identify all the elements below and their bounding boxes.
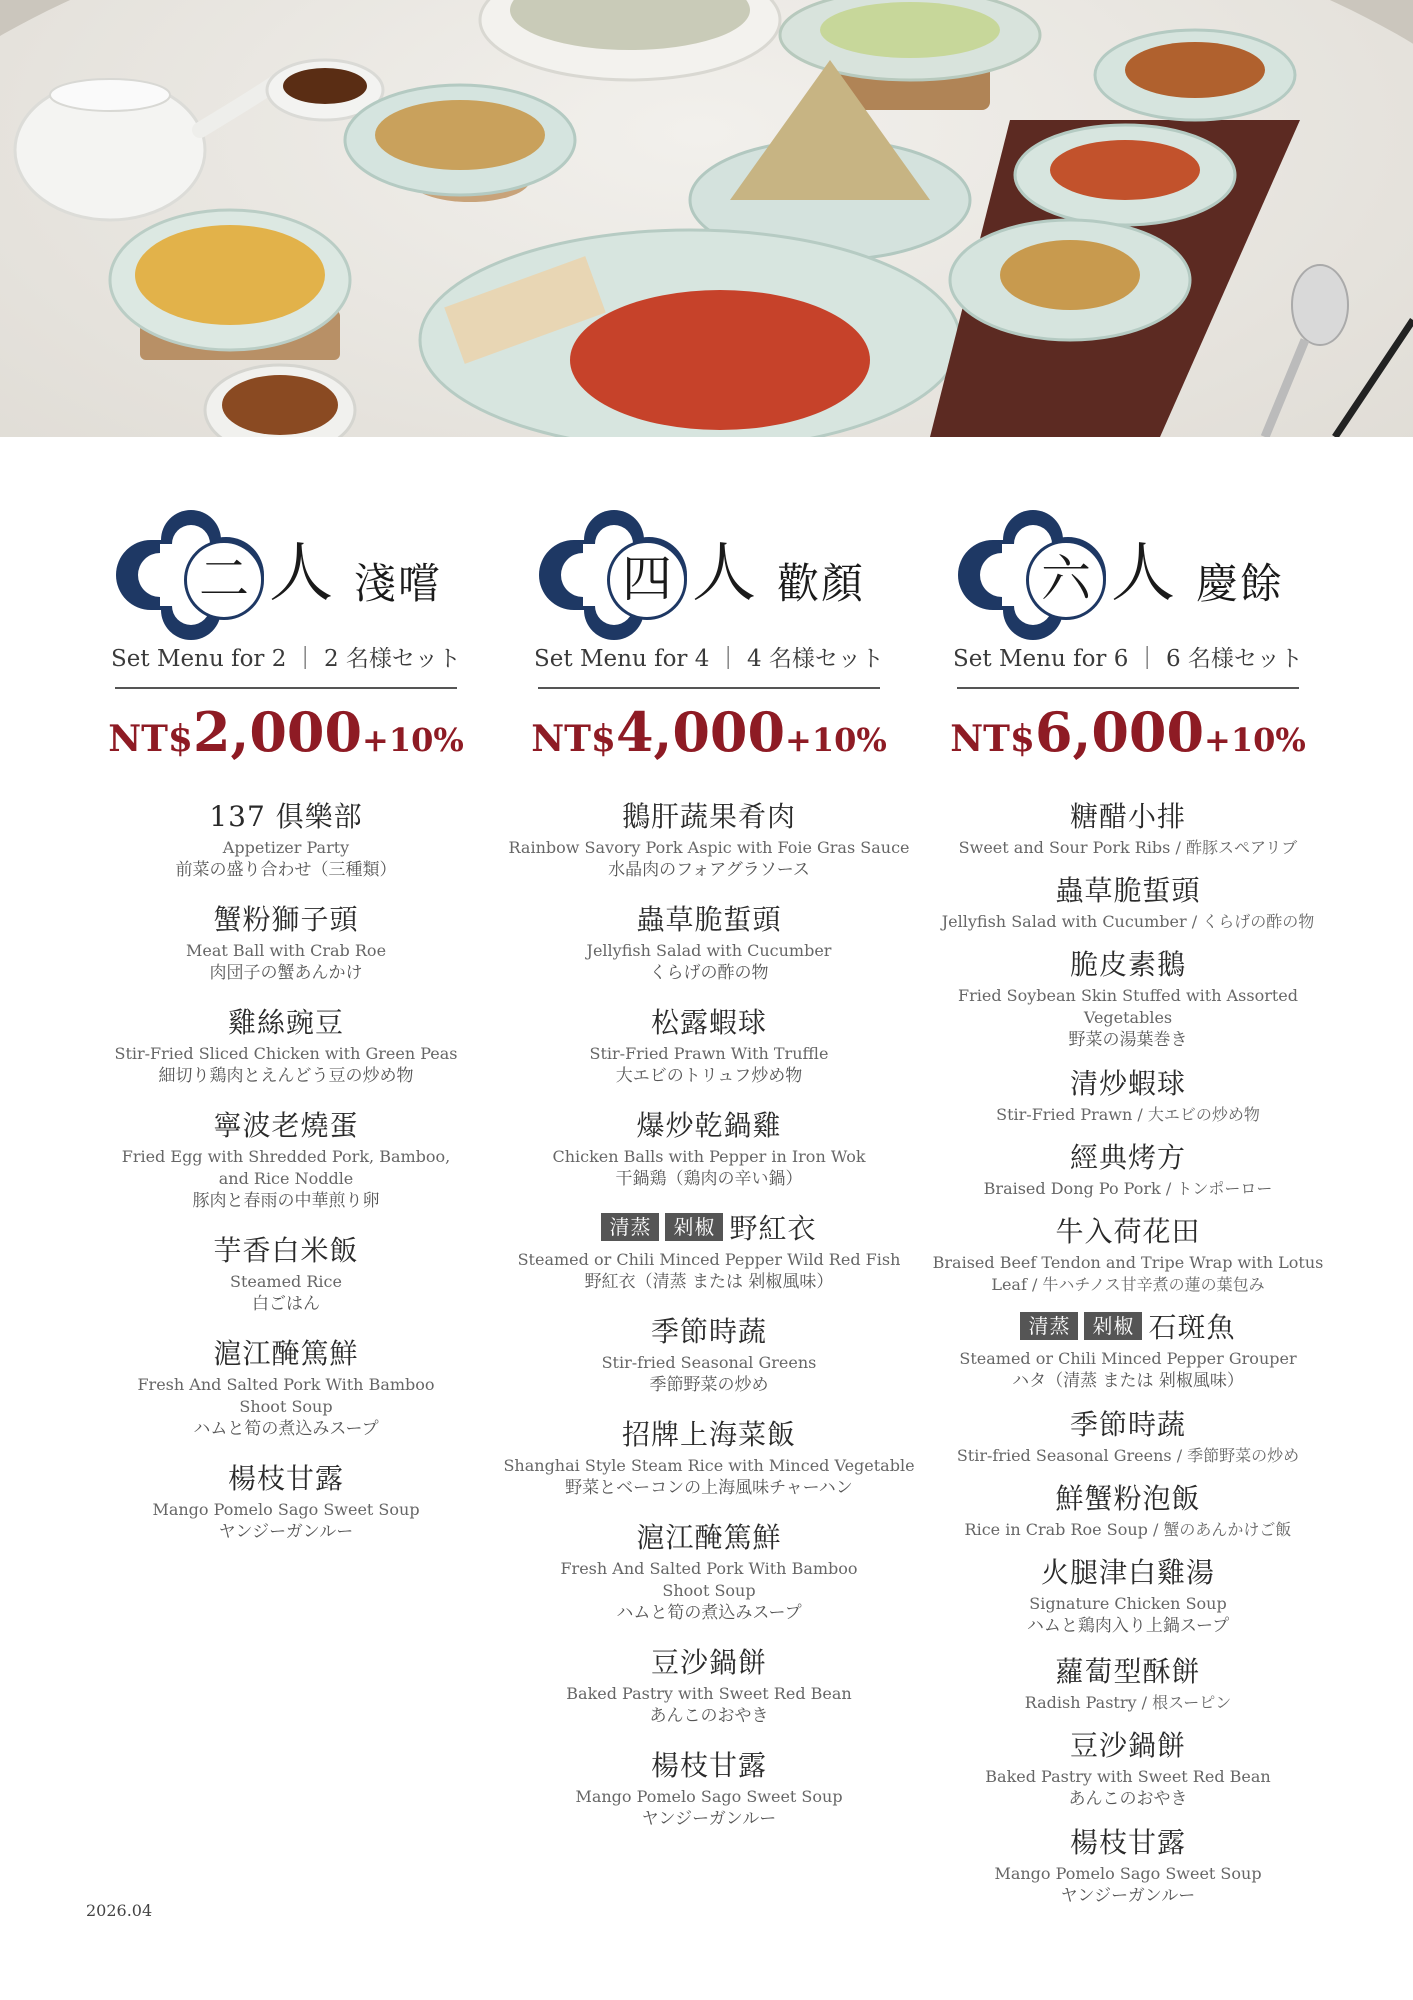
dish-japanese: 白ごはん xyxy=(252,1294,320,1314)
dish-name: 清炒蝦球 xyxy=(1069,1067,1186,1100)
dish-english: Rainbow Savory Pork Aspic with Foie Gras Sauce xyxy=(508,838,910,857)
dish-english: Mango Pomelo Sago Sweet Soup xyxy=(994,1864,1262,1883)
dish-name: 蟲草脆蜇頭 xyxy=(636,903,782,936)
menu-title: 淺嚐 xyxy=(354,559,443,608)
dish-english-line2: Leaf / 牛ハチノス甘辛煮の蓮の葉包み xyxy=(991,1275,1265,1294)
dish-japanese: 豚肉と春雨の中華煎り卵 xyxy=(192,1191,380,1211)
menu-subtitle: Set Menu for 2 ｜ 2 名様セット xyxy=(111,646,461,672)
menu-column-6-persons xyxy=(918,510,1338,1920)
dish-name: 蟹粉獅子頭 xyxy=(213,903,359,936)
dish-item xyxy=(918,797,1338,859)
dish-english: Stir-fried Seasonal Greens xyxy=(601,1353,817,1372)
dish-english: Mango Pomelo Sago Sweet Soup xyxy=(152,1500,420,1519)
dish-english-line2: Shoot Soup xyxy=(662,1581,756,1600)
menu-price: NT$2,000+10% xyxy=(108,700,464,764)
dish-japanese: ハタ（清蒸 または 剁椒風味） xyxy=(1012,1371,1244,1391)
dish-name: 芋香白米飯 xyxy=(213,1234,359,1267)
dish-name: 137 俱樂部 xyxy=(209,800,363,833)
edition-date: 2026.04 xyxy=(86,1901,153,1920)
dish-name: 楊枝甘露 xyxy=(227,1462,344,1495)
dish-item xyxy=(76,797,496,882)
dish-name: 豆沙鍋餅 xyxy=(650,1646,767,1679)
dish-english-line2: and Rice Noddle xyxy=(218,1169,354,1188)
divider xyxy=(538,687,880,689)
menu-header xyxy=(499,510,919,635)
dish-english: Radish Pastry / 根スーピン xyxy=(1024,1693,1232,1712)
dish-name: 蟲草脆蜇頭 xyxy=(1055,874,1201,907)
dish-japanese: 大エビのトリュフ炒め物 xyxy=(615,1066,803,1086)
dish-item xyxy=(499,1746,919,1831)
dish-japanese: 野菜の湯葉巻き xyxy=(1068,1030,1188,1050)
dish-item xyxy=(499,1415,919,1500)
dish-item xyxy=(918,1212,1338,1296)
dish-english: Jellyfish Salad with Cucumber xyxy=(586,941,832,960)
dish-name: 火腿津白雞湯 xyxy=(1040,1556,1215,1589)
dish-name: 楊枝甘露 xyxy=(1069,1826,1186,1859)
dish-name: 季節時蔬 xyxy=(650,1315,767,1348)
dish-english: Braised Dong Po Pork / トンポーロー xyxy=(983,1179,1273,1198)
dish-item xyxy=(499,900,919,985)
dish-japanese: ヤンジーガンルー xyxy=(1060,1886,1196,1906)
dish-name: 經典烤方 xyxy=(1069,1141,1186,1174)
dish-name-with-tags xyxy=(499,1209,919,1249)
dish-name: 楊枝甘露 xyxy=(650,1749,767,1782)
dish-name: 寧波老燒蛋 xyxy=(213,1109,359,1142)
dish-item xyxy=(918,945,1338,1052)
tag-steamed: 清蒸 xyxy=(1020,1312,1078,1340)
dish-japanese: ハムと鶏肉入り上鍋スープ xyxy=(1026,1616,1230,1636)
tag-steamed: 清蒸 xyxy=(601,1213,659,1241)
dish-name: 鮮蟹粉泡飯 xyxy=(1055,1482,1201,1515)
dish-item xyxy=(499,1518,919,1625)
dish-item xyxy=(918,871,1338,933)
dish-english: Stir-fried Seasonal Greens / 季節野菜の炒め xyxy=(956,1446,1300,1465)
dish-name-with-tags xyxy=(918,1308,1338,1348)
title-ren: 人 xyxy=(1111,537,1175,611)
food-illustration xyxy=(0,0,1413,437)
dish-english: Jellyfish Salad with Cucumber / くらげの酢の物 xyxy=(941,912,1315,931)
dish-english: Shanghai Style Steam Rice with Minced Vegetable xyxy=(503,1456,915,1475)
dish-name: 招牌上海菜飯 xyxy=(621,1418,796,1451)
menu-title: 歡顏 xyxy=(777,559,866,608)
dish-name: 蘿蔔型酥餅 xyxy=(1055,1655,1201,1688)
dish-item xyxy=(499,797,919,882)
dish-name: 滬江醃篤鮮 xyxy=(213,1337,359,1370)
dish-item xyxy=(918,1138,1338,1200)
dish-english: Fried Soybean Skin Stuffed with Assorted Vegetables xyxy=(958,986,1298,1027)
dish-english: Mango Pomelo Sago Sweet Soup xyxy=(575,1787,843,1806)
title-ren: 人 xyxy=(269,537,333,611)
dish-english: Stir-Fried Sliced Chicken with Green Peas xyxy=(114,1044,458,1063)
dish-list xyxy=(76,797,496,1544)
numeral-badge: 四 xyxy=(607,540,687,620)
dish-list xyxy=(918,797,1338,1908)
divider xyxy=(115,687,457,689)
dish-english: Steamed or Chili Minced Pepper Wild Red Fish xyxy=(517,1250,901,1269)
dish-english: Braised Beef Tendon and Tripe Wrap with Lotus xyxy=(932,1253,1324,1272)
dish-japanese: 肉団子の蟹あんかけ xyxy=(209,963,363,983)
menu-price: NT$6,000+10% xyxy=(950,700,1306,764)
dish-item xyxy=(76,1003,496,1088)
dish-japanese: 干鍋鶏（鶏肉の辛い鍋） xyxy=(615,1169,803,1189)
menu-header xyxy=(918,510,1338,635)
dish-item xyxy=(76,1231,496,1316)
title-ren: 人 xyxy=(692,537,756,611)
dish-name: 爆炒乾鍋雞 xyxy=(636,1109,782,1142)
dish-item xyxy=(918,1308,1338,1393)
dish-japanese: ハムと筍の煮込みスープ xyxy=(193,1419,379,1439)
menu-subtitle: Set Menu for 4 ｜ 4 名様セット xyxy=(534,646,884,672)
dish-japanese: あんこのおやき xyxy=(1068,1789,1188,1809)
dish-japanese: 水晶肉のフォアグラソース xyxy=(608,860,810,880)
dish-english: Sweet and Sour Pork Ribs / 酢豚スペアリブ xyxy=(958,838,1298,857)
dish-english: Appetizer Party xyxy=(222,838,350,857)
dish-english: Stir-Fried Prawn / 大エビの炒め物 xyxy=(996,1105,1260,1124)
dish-japanese: 季節野菜の炒め xyxy=(649,1375,769,1395)
dish-name: 鵝肝蔬果肴肉 xyxy=(621,800,796,833)
dish-list xyxy=(499,797,919,1831)
dish-japanese: 野紅衣（清蒸 または 剁椒風味） xyxy=(584,1272,834,1292)
dish-item xyxy=(76,1106,496,1213)
dish-english: Baked Pastry with Sweet Red Bean xyxy=(985,1767,1271,1786)
dish-english: Steamed Rice xyxy=(230,1272,342,1291)
dish-name: 滬江醃篤鮮 xyxy=(636,1521,782,1554)
dish-japanese: 細切り鶏肉とえんどう豆の炒め物 xyxy=(158,1066,414,1086)
dish-item xyxy=(918,1726,1338,1811)
menu-price: NT$4,000+10% xyxy=(531,700,887,764)
numeral-badge: 六 xyxy=(1026,540,1106,620)
dish-english: Chicken Balls with Pepper in Iron Wok xyxy=(552,1147,866,1166)
dish-name: 糖醋小排 xyxy=(1069,800,1186,833)
tag-chili: 剁椒 xyxy=(1084,1312,1142,1340)
dish-english: Signature Chicken Soup xyxy=(1029,1594,1227,1613)
dish-item xyxy=(499,1312,919,1397)
tag-chili: 剁椒 xyxy=(665,1213,723,1241)
menu-column-2-persons xyxy=(76,510,496,1562)
dish-english: Baked Pastry with Sweet Red Bean xyxy=(566,1684,852,1703)
dish-item xyxy=(499,1643,919,1728)
dish-name: 松露蝦球 xyxy=(650,1006,767,1039)
hero-food-photo xyxy=(0,0,1413,437)
dish-japanese: 野菜とベーコンの上海風味チャーハン xyxy=(565,1478,853,1498)
dish-item xyxy=(918,1405,1338,1467)
dish-item xyxy=(76,900,496,985)
numeral-badge: 二 xyxy=(184,540,264,620)
menu-title: 慶餘 xyxy=(1196,559,1285,608)
dish-name: 雞絲豌豆 xyxy=(227,1006,344,1039)
dish-japanese: ヤンジーガンルー xyxy=(641,1809,777,1829)
dish-name: 豆沙鍋餅 xyxy=(1069,1729,1186,1762)
menu-header xyxy=(76,510,496,635)
dish-english: Steamed or Chili Minced Pepper Grouper xyxy=(959,1349,1297,1368)
dish-item xyxy=(918,1652,1338,1714)
dish-name: 石斑魚 xyxy=(1148,1311,1236,1344)
dish-item xyxy=(918,1479,1338,1541)
dish-item xyxy=(499,1209,919,1294)
dish-english: Rice in Crab Roe Soup / 蟹のあんかけご飯 xyxy=(964,1520,1292,1539)
dish-japanese: くらげの酢の物 xyxy=(649,963,769,983)
divider xyxy=(957,687,1299,689)
dish-japanese: 前菜の盛り合わせ（三種類） xyxy=(175,860,397,880)
dish-english: Meat Ball with Crab Roe xyxy=(185,941,387,960)
dish-japanese: あんこのおやき xyxy=(649,1706,769,1726)
dish-item xyxy=(918,1064,1338,1126)
dish-english: Fresh And Salted Pork With Bamboo xyxy=(137,1375,435,1394)
dish-item xyxy=(918,1553,1338,1638)
dish-name: 季節時蔬 xyxy=(1069,1408,1186,1441)
dish-item xyxy=(499,1003,919,1088)
dish-japanese: ヤンジーガンルー xyxy=(218,1522,354,1542)
dish-name: 野紅衣 xyxy=(729,1212,817,1245)
menu-subtitle: Set Menu for 6 ｜ 6 名様セット xyxy=(953,646,1303,672)
dish-name: 牛入荷花田 xyxy=(1055,1215,1201,1248)
menu-column-4-persons xyxy=(499,510,919,1849)
dish-item xyxy=(76,1334,496,1441)
dish-item xyxy=(499,1106,919,1191)
dish-name: 脆皮素鵝 xyxy=(1069,948,1186,981)
dish-english: Stir-Fried Prawn With Truffle xyxy=(589,1044,829,1063)
dish-english: Fried Egg with Shredded Pork, Bamboo, xyxy=(121,1147,451,1166)
dish-japanese: ハムと筍の煮込みスープ xyxy=(616,1603,802,1623)
dish-english-line2: Shoot Soup xyxy=(239,1397,333,1416)
dish-english: Fresh And Salted Pork With Bamboo xyxy=(560,1559,858,1578)
dish-item xyxy=(918,1823,1338,1908)
dish-item xyxy=(76,1459,496,1544)
